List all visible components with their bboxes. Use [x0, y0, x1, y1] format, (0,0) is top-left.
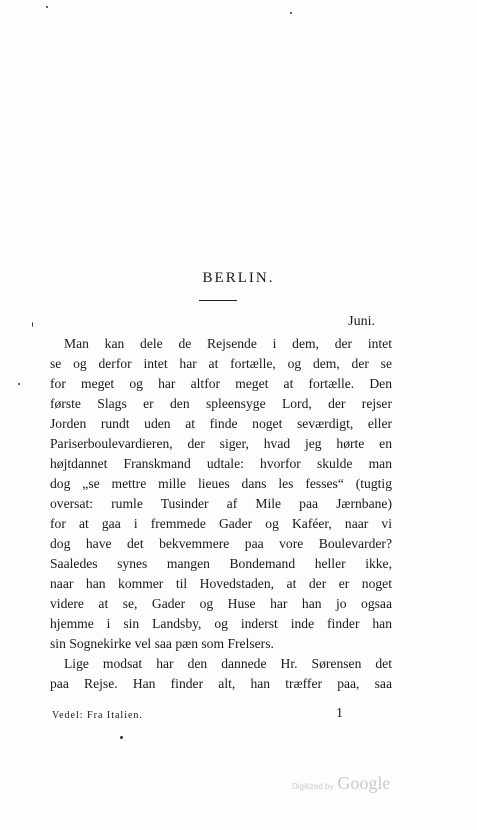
- signature-line: Vedel: Fra Italien.: [52, 710, 143, 721]
- text-line: paa Rejse. Han finder alt, han træffer paa, saa: [50, 676, 392, 691]
- text-line: for meget og har altfor meget at fortælle. Den: [50, 376, 392, 391]
- dateline: Juni.: [348, 314, 375, 329]
- ink-speck: [32, 322, 33, 327]
- text-line: se og derfor intet har at fortælle, og dem, der se: [50, 356, 392, 371]
- text-line: Jorden rundt uden at finde noget seværdigt, eller: [50, 416, 392, 431]
- watermark-prefix: Digitized by: [292, 782, 334, 791]
- text-line: første Slags er den spleensyge Lord, der rejser: [50, 396, 392, 411]
- signature-number: 1: [336, 706, 343, 721]
- body-text: [50, 334, 392, 694]
- text-line: Lige modsat har den dannede Hr. Sørensen det: [64, 656, 392, 671]
- ink-speck: [290, 12, 292, 14]
- watermark-logo: Google: [337, 773, 391, 793]
- text-line: hjemme i sin Landsby, og inderst inde finder han: [50, 616, 392, 631]
- text-line: oversat: rumle Tusinder af Mile paa Jærnbane): [50, 496, 392, 511]
- chapter-title: BERLIN.: [202, 270, 275, 286]
- text-line: Man kan dele de Rejsende i dem, der intet: [64, 336, 392, 351]
- text-line: dog have det bekvemmere paa vore Boulevarder?: [50, 536, 392, 551]
- text-line: højtdannet Franskmand udtale: hvorfor skulde man: [50, 456, 392, 471]
- google-watermark: [292, 773, 390, 794]
- ink-speck: [46, 6, 48, 8]
- text-line: sin Sognekirke vel saa pæn som Frelsers.: [50, 636, 274, 651]
- text-line: dog „se mettre mille lieues dans les fesses“ (tugtig: [50, 476, 392, 491]
- ink-speck: [120, 736, 123, 739]
- text-line: Pariserboulevardieren, der siger, hvad jeg hørte en: [50, 436, 392, 451]
- title-rule: [199, 300, 237, 301]
- text-line: for at gaa i fremmede Gader og Kaféer, naar vi: [50, 516, 392, 531]
- text-line: Saaledes synes mangen Bondemand heller ikke,: [50, 556, 392, 571]
- text-line: videre at se, Gader og Huse har han jo ogsaa: [50, 596, 392, 611]
- ink-speck: [18, 383, 20, 385]
- text-line: naar han kommer til Hovedstaden, at der er noget: [50, 576, 392, 591]
